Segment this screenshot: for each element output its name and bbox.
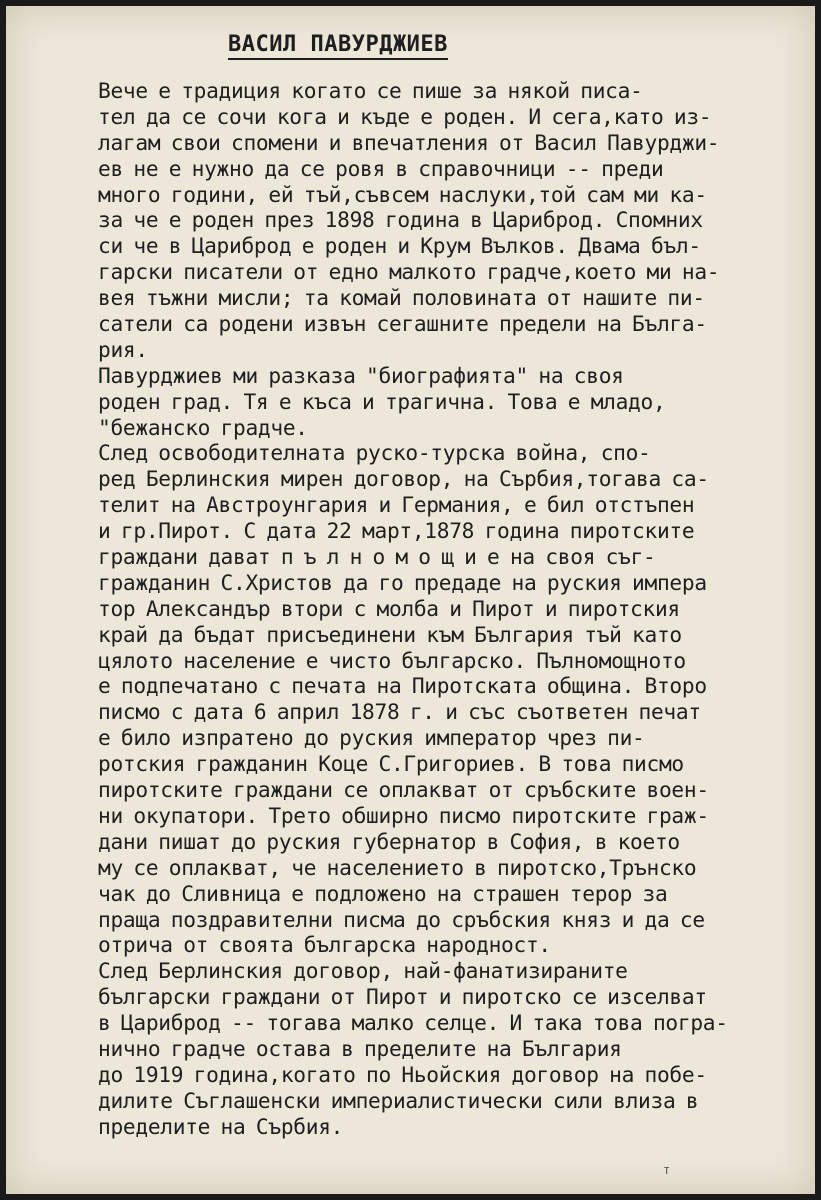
text-line: и гр.Пирот. С дата 22 март,1878 година пиротските (98, 518, 695, 544)
text-line: е било изпратено до руския император чрез пи- (98, 725, 645, 751)
text-line: телит на Австроунгария и Германия, е бил отстъпен (98, 492, 695, 518)
text-line: тор Александър втори с молба и Пирот и пиротския (98, 595, 680, 621)
text-line: край да бъдат присъединени към България тъй като (98, 621, 682, 647)
text-line: След освободителната руско-турска война, спо- (98, 440, 651, 466)
body-text (98, 78, 813, 1140)
text-line: гражданин С.Христов да го предаде на руския импера (98, 569, 707, 595)
text-line: вея тъжни мисли; та комай половината от нашите пи- (98, 285, 705, 311)
text-line: до 1919 година,когато по Ньойския договор на побе- (98, 1061, 707, 1087)
text-line: в Цариброд -- тогава малко селце. И така това погра- (98, 1010, 728, 1036)
text-line: дани пишат до руския губернатор в София, в което (98, 828, 680, 854)
text-line: граждани дават п ъ л н о м о щ и е на своя съг- (98, 544, 656, 570)
text-line: роден град. Тя е къса и трагична. Това е младо, (98, 388, 666, 414)
text-line: много години, ей тъй,съвсем наслуки,той сам ми ка- (98, 181, 707, 207)
text-line: лагам свои спомени и впечатления от Васил Павурджи- (98, 129, 720, 155)
text-line: пиротските граждани се оплакват от сръбските воен- (98, 777, 709, 803)
text-line: Павурджиев ми разказа "биографията" на своя (98, 362, 624, 388)
text-line: цялото население е чисто българско. Пълномощното (98, 647, 686, 673)
text-line: рия. (98, 336, 148, 362)
text-line: След Берлинския договор, най-фанатизираните (98, 958, 628, 984)
page-mark: т (663, 1163, 671, 1177)
text-line: ротския гражданин Коце С.Григориев. В това писмо (98, 751, 684, 777)
typewritten-page (6, 6, 815, 1194)
text-line: български граждани от Пирот и пиротско се изселват (98, 984, 707, 1010)
text-line: ни окупатори. Трето обширно писмо пиротските граж- (98, 802, 709, 828)
text-line: ред Берлинския мирен договор, на Сърбия,тогава са- (98, 466, 709, 492)
text-line: за че е роден през 1898 година в Цариброд. Спомних (98, 207, 703, 233)
text-line: ев не е нужно да се ровя в справочници -- преди (98, 155, 664, 181)
text-line: гарски писатели от едно малкото градче,което ми на- (98, 259, 720, 285)
text-line: отрича от своята българска народност. (98, 932, 551, 958)
text-line: му се оплакват, че населението в пиротско,Трънско (98, 854, 697, 880)
text-line: е подпечатано с печата на Пиротската община. Второ (98, 673, 707, 699)
text-line: "бежанско градче. (98, 414, 308, 440)
text-line: сатели са родени извън сегашните предели на Бълга- (98, 311, 707, 337)
text-line: чак до Сливница е подложено на страшен терор за (98, 880, 668, 906)
text-line: тел да се сочи кога и къде е роден. И сега,като из- (98, 103, 712, 129)
text-line: си че в Цариброд е роден и Крум Вълков. Двама бъл- (98, 233, 701, 259)
text-line: Вече е традиция когато се пише за някой писа- (98, 78, 643, 103)
text-line: писмо с дата 6 април 1878 г. и със съответен печат (98, 699, 701, 725)
text-line: дилите Съглашенски империалистически сили влиза в (98, 1087, 699, 1113)
text-line: праща поздравителни писма до сръбския княз и да се (98, 906, 705, 932)
text-line: пределите на Сърбия. (98, 1113, 344, 1139)
document-title: ВАСИЛ ПАВУРДЖИЕВ (228, 32, 448, 60)
text-line: нично градче остава в пределите на България (98, 1035, 622, 1061)
